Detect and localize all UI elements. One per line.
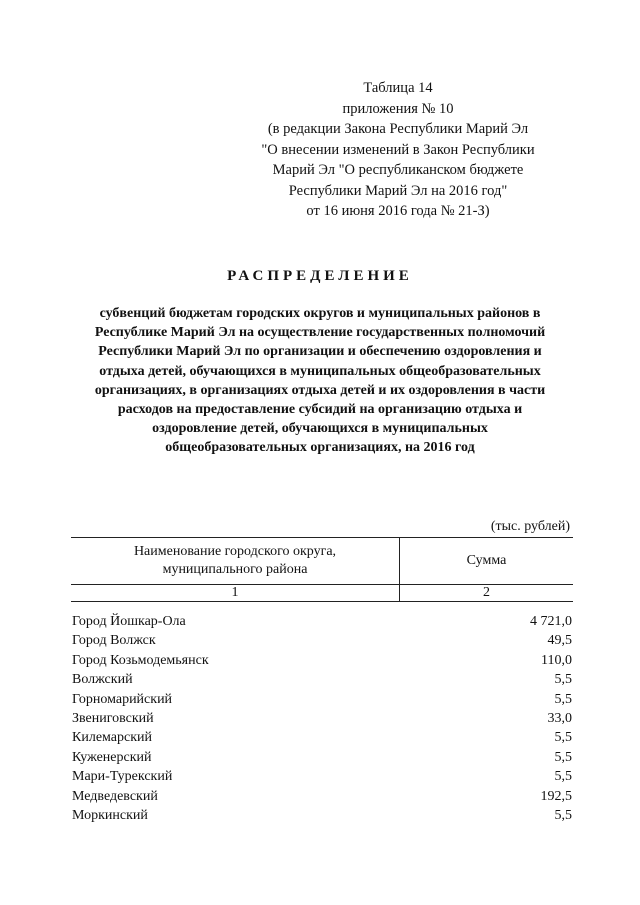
subtitle-line: общеобразовательных организациях, на 2016 год [165, 440, 475, 456]
subtitle-line: отдыха детей, обучающихся в муниципальных общеобразовательных [99, 363, 541, 379]
table-row [72, 806, 572, 825]
table-row [72, 709, 572, 728]
units-label: (тыс. рублей) [490, 519, 570, 534]
document-subtitle [60, 304, 580, 458]
header-line: Марий Эл "О республиканском бюджете [272, 162, 524, 178]
row-name: Моркинский [72, 807, 148, 823]
table-row [72, 631, 572, 650]
row-amount: 49,5 [547, 633, 572, 649]
row-name: Медведевский [72, 788, 158, 804]
column-header-name-line: Наименование городского округа, [133, 544, 337, 559]
table-header [71, 537, 573, 602]
header-line: приложения № 10 [342, 100, 454, 117]
row-amount: 5,5 [554, 769, 572, 785]
header-line: Таблица 14 [363, 80, 433, 96]
row-name: Город Йошкар-Ола [72, 614, 186, 629]
document-title: РАСПРЕДЕЛЕНИЕ [227, 268, 413, 284]
table-row [72, 728, 572, 747]
row-amount: 110,0 [541, 652, 572, 668]
table-row [72, 787, 572, 806]
row-name: Мари-Турекский [72, 769, 173, 785]
row-amount: 5,5 [554, 807, 572, 823]
row-amount: 5,5 [554, 672, 572, 688]
row-name: Килемарский [72, 730, 153, 746]
column-header-name [71, 538, 400, 585]
table-row [72, 651, 572, 670]
row-name: Горномарийский [72, 691, 173, 707]
appendix-header [248, 78, 548, 222]
subtitle-line: Республики Марий Эл по организации и обеспечению оздоровления и [98, 344, 542, 360]
row-name: Город Волжск [72, 633, 156, 649]
subtitle-line: субвенций бюджетам городских округов и муниципальных районов в [99, 306, 541, 321]
table-row [72, 690, 572, 709]
table-body [72, 612, 572, 825]
column-header-name-line: муниципального района [162, 562, 308, 577]
table-row [72, 612, 572, 631]
subtitle-line: расходов на предоставление субсидий на организацию отдыха и [117, 402, 523, 418]
subtitle-line: Республике Марий Эл на осуществление государственных полномочий [94, 325, 546, 341]
row-amount: 192,5 [540, 788, 572, 804]
column-number-2: 2 [400, 585, 574, 602]
subtitle-line: организациях, в организациях отдыха детей и их оздоровления в части [94, 382, 546, 398]
row-name: Куженерский [72, 749, 152, 765]
column-header-sum: Сумма [400, 538, 574, 585]
table-row [72, 748, 572, 767]
table-row [72, 670, 572, 689]
header-line: Республики Марий Эл на 2016 год" [288, 182, 508, 199]
header-line: (в редакции Закона Республики Марий Эл [267, 121, 529, 137]
row-name: Город Козьмодемьянск [72, 652, 209, 668]
row-amount: 5,5 [554, 730, 572, 746]
row-amount: 4 721,0 [530, 614, 572, 629]
column-number-1: 1 [71, 585, 400, 602]
row-amount: 33,0 [547, 710, 572, 726]
row-name: Звениговский [72, 710, 154, 726]
subtitle-line: оздоровление детей, обучающихся в муниципальных [152, 421, 488, 437]
header-line: от 16 июня 2016 года № 21-З) [306, 203, 490, 219]
table-row [72, 767, 572, 786]
row-amount: 5,5 [554, 691, 572, 707]
row-amount: 5,5 [554, 749, 572, 765]
header-line: "О внесении изменений в Закон Республики [261, 141, 535, 158]
row-name: Волжский [72, 672, 133, 688]
